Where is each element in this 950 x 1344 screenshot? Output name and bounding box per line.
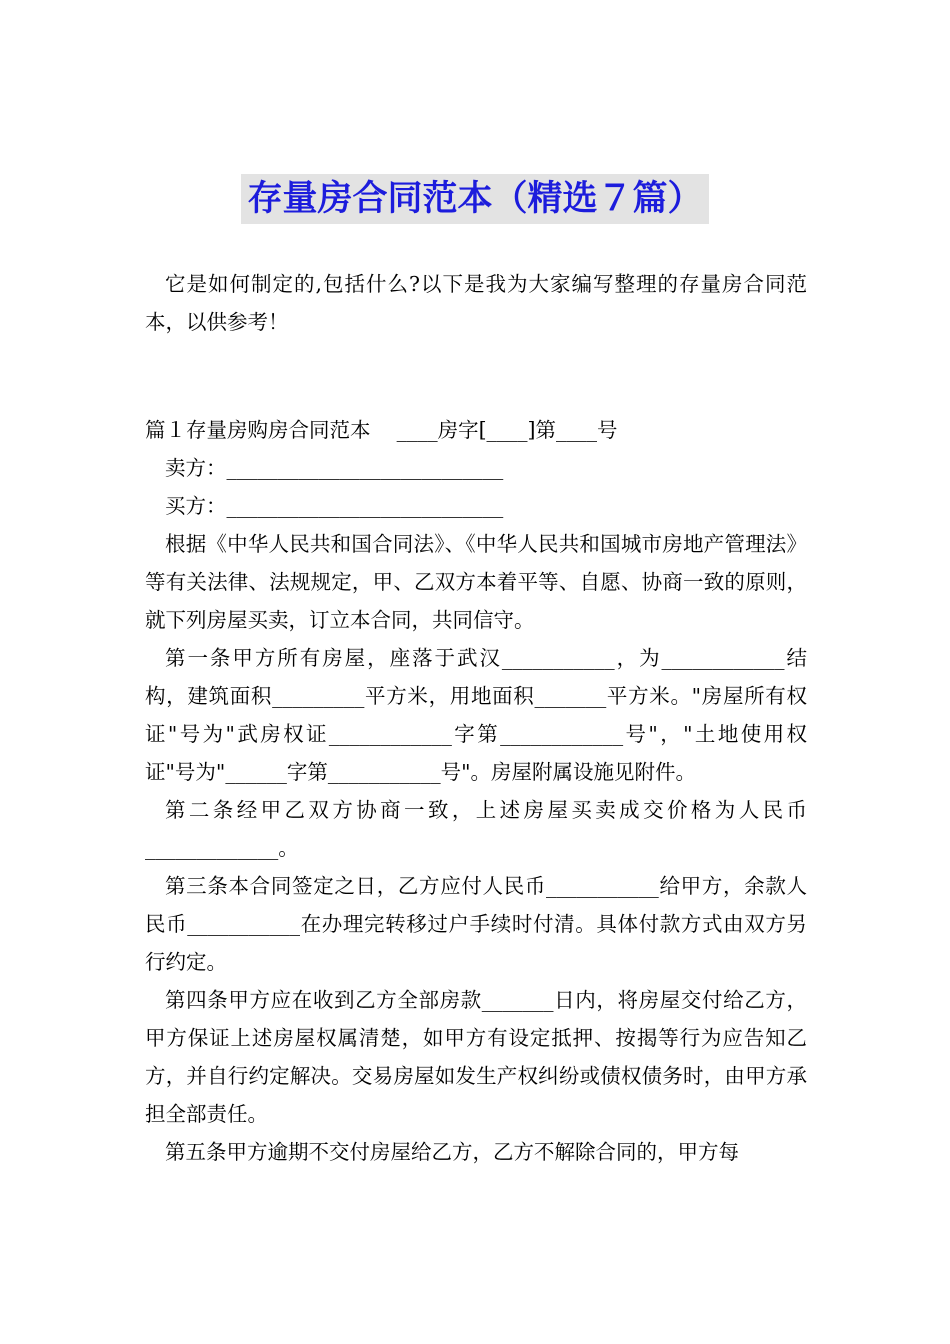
- section-heading: 篇１存量房购房合同范本 ____房字[____]第____号: [145, 418, 618, 442]
- article-5: 第五条甲方逾期不交付房屋给乙方，乙方不解除合同的，甲方每: [165, 1140, 739, 1164]
- contract-body: [145, 411, 807, 1171]
- intro-paragraph: 它是如何制定的,包括什么?以下是我为大家编写整理的存量房合同范本，以供参考！: [145, 272, 807, 334]
- intro-block: [145, 265, 807, 341]
- seller-line: 卖方：___________________________: [165, 456, 504, 480]
- title-container: [0, 174, 950, 224]
- preamble-paragraph: 根据《中华人民共和国合同法》、《中华人民共和国城市房地产管理法》等有关法律、法规规定，甲、乙双方本着平等、自愿、协商一致的原则，就下列房屋买卖，订立本合同，共同信守。: [145, 532, 807, 632]
- document-title: 存量房合同范本（精选７篇）: [241, 174, 708, 224]
- article-1: 第一条甲方所有房屋，座落于武汉___________，为____________结构，建筑面积_________平方米，用地面积_______平方米。"房屋所有权证"号为"武房权证____________字第____________号"，"土地使用权证"号为"______字第___________号"。房屋附属设施见附件。: [145, 646, 807, 784]
- article-3: 第三条本合同签定之日，乙方应付人民币___________给甲方，余款人民币___________在办理完转移过户手续时付清。具体付款方式由双方另行约定。: [145, 874, 807, 974]
- buyer-line: 买方：___________________________: [165, 494, 504, 518]
- article-2: 第二条经甲乙双方协商一致，上述房屋买卖成交价格为人民币_____________。: [145, 798, 807, 860]
- article-4: 第四条甲方应在收到乙方全部房款_______日内，将房屋交付给乙方，甲方保证上述房屋权属清楚，如甲方有设定抵押、按揭等行为应告知乙方，并自行约定解决。交易房屋如发生产权纠纷或债权债务时，由甲方承担全部责任。: [145, 988, 807, 1126]
